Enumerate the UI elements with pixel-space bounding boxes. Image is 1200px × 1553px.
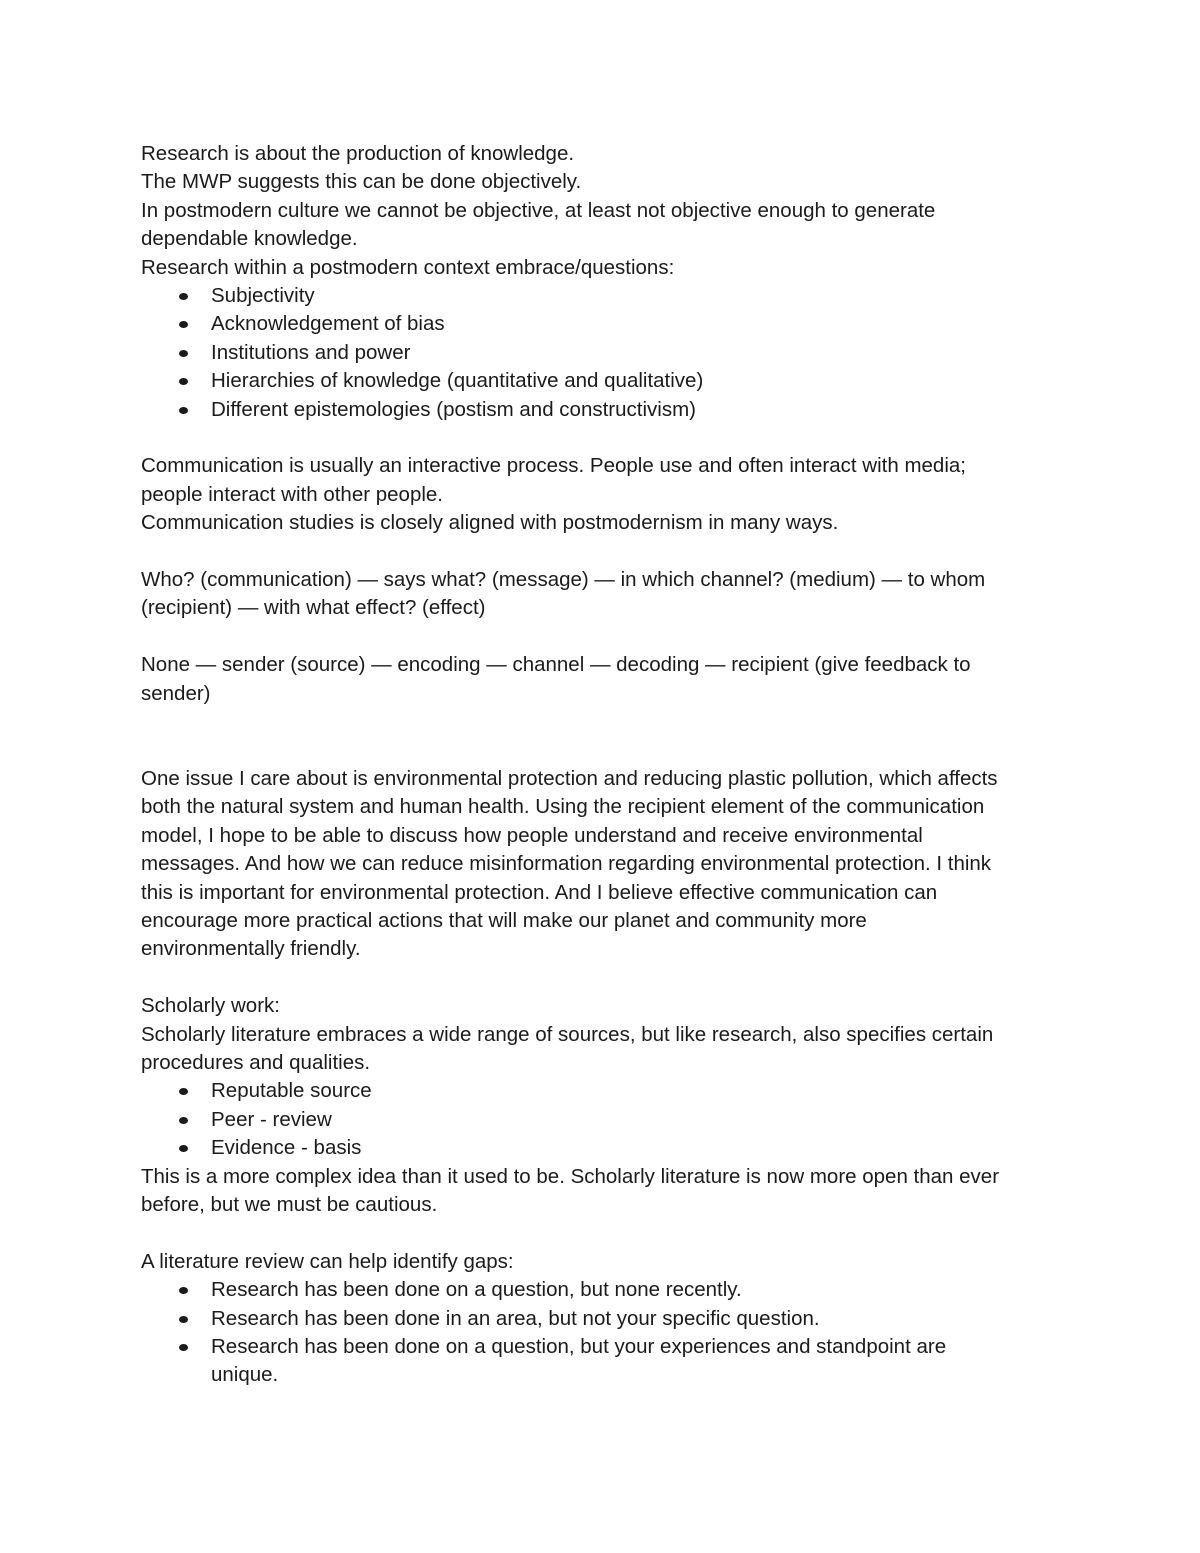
bullet-icon [179,350,188,357]
list-item-text: unique. [211,1363,279,1387]
list-item-text: Evidence - basis [211,1136,362,1160]
text-line: Communication studies is closely aligned with postmodernism in many ways. [141,511,839,535]
list-item [141,282,1060,310]
bullet-list [141,282,1060,424]
list-item [141,1333,1060,1361]
list-item-text: Research has been done on a question, but your experiences and standpoint are [211,1334,947,1358]
list-item [141,1134,1060,1162]
section-heading: Scholarly work: [141,994,280,1018]
bullet-list [141,1077,1060,1162]
bullet-icon [179,1344,188,1351]
bullet-icon [179,1316,188,1323]
text-line: The MWP suggests this can be done objectively. [141,170,582,194]
bullet-icon [179,1088,188,1095]
text-line: messages. And how we can reduce misinformation regarding environmental protection. I think [141,852,992,876]
list-item-text: Institutions and power [211,340,411,364]
bullet-icon [179,407,188,414]
text-line: people interact with other people. [141,482,444,506]
text-line: None — sender (source) — encoding — channel — decoding — recipient (give feedback to [141,653,971,677]
bullet-list [141,1276,1060,1390]
list-item [141,1276,1060,1304]
bullet-icon [179,1145,188,1152]
list-item-text: Reputable source [211,1079,372,1103]
spacer [141,623,1060,651]
text-line: Communication is usually an interactive process. People use and often interact with media; [141,454,966,478]
bullet-icon [179,378,188,385]
spacer [141,424,1060,452]
bullet-icon [179,1287,188,1294]
list-item [141,339,1060,367]
text-line: dependable knowledge. [141,227,358,251]
text-line: encourage more practical actions that will make our planet and community more [141,908,867,932]
list-item-text: Research has been done in an area, but not your specific question. [211,1306,820,1330]
bullet-icon [179,293,188,300]
text-line: before, but we must be cautious. [141,1192,438,1216]
text-line: (recipient) — with what effect? (effect) [141,596,486,620]
spacer [141,708,1060,765]
spacer [141,964,1060,992]
text-line: both the natural system and human health. Using the recipient element of the communication [141,795,985,819]
text-line: sender) [141,681,211,705]
list-item-continuation [141,1361,1060,1389]
list-item [141,310,1060,338]
text-line: this is important for environmental protection. And I believe effective communication can [141,880,938,904]
list-item [141,1305,1060,1333]
text-line: One issue I care about is environmental protection and reducing plastic pollution, which affects [141,766,998,790]
spacer [141,538,1060,566]
text-line: model, I hope to be able to discuss how people understand and receive environmental [141,823,923,847]
list-item-text: Research has been done on a question, but none recently. [211,1278,742,1302]
spacer [141,1219,1060,1247]
text-line: A literature review can help identify gaps: [141,1249,514,1273]
list-item-text: Subjectivity [211,284,315,308]
bullet-icon [179,1117,188,1124]
text-line: procedures and qualities. [141,1050,371,1074]
list-item [141,367,1060,395]
list-item-text: Hierarchies of knowledge (quantitative and qualitative) [211,369,704,393]
text-line: This is a more complex idea than it used to be. Scholarly literature is now more open than ever [141,1164,1000,1188]
text-line: In postmodern culture we cannot be objective, at least not objective enough to generate [141,198,936,222]
list-item-text: Peer - review [211,1107,332,1131]
text-line: Research within a postmodern context embrace/questions: [141,255,675,279]
list-item [141,1077,1060,1105]
list-item-text: Different epistemologies (postism and constructivism) [211,397,696,421]
text-line: environmentally friendly. [141,937,361,961]
list-item [141,1106,1060,1134]
text-line: Who? (communication) — says what? (message) — in which channel? (medium) — to whom [141,568,986,592]
text-line: Scholarly literature embraces a wide range of sources, but like research, also specifies certain [141,1022,994,1046]
list-item [141,396,1060,424]
text-line: Research is about the production of knowledge. [141,142,575,165]
bullet-icon [179,321,188,328]
list-item-text: Acknowledgement of bias [211,312,445,336]
